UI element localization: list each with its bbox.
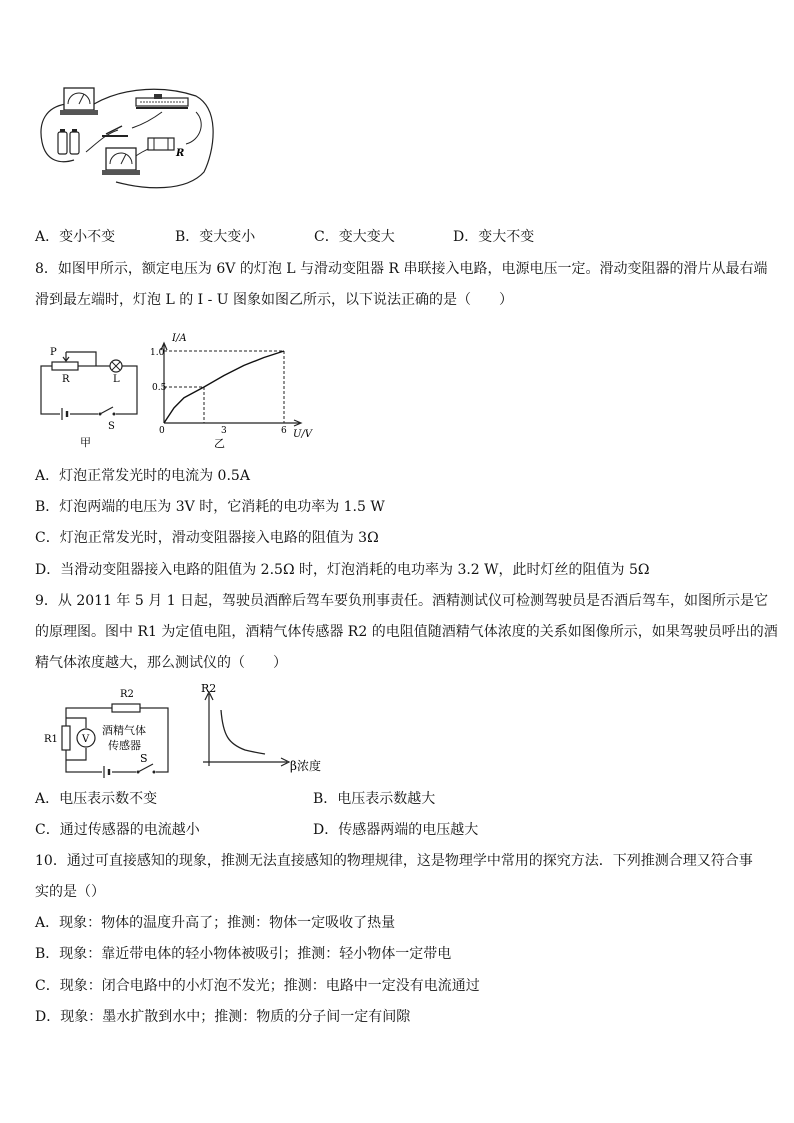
q8-option-a[interactable]: A．灯泡正常发光时的电流为 0.5A (35, 468, 250, 484)
q9-option-d[interactable]: D．传感器两端的电压越大 (313, 822, 479, 838)
q8-option-b[interactable]: B．灯泡两端的电压为 3V 时，它消耗的电功率为 1.5 W (35, 499, 385, 515)
q8-yi-xtick-6: 6 (281, 426, 287, 436)
q8-jia-caption: 甲 (80, 436, 91, 449)
q10-option-a[interactable]: A．现象：物体的温度升高了；推测：物体一定吸收了热量 (35, 915, 396, 931)
q9-r1-label: R1 (44, 734, 58, 745)
q8-stem-line1: 8．如图甲所示，额定电压为 6V 的灯泡 L 与滑动变阻器 R 串联接入电路，电源电压一定。滑动变阻器的滑片从最右端 (35, 261, 768, 277)
q8-yi-ytick-1: 1.0 (150, 348, 165, 358)
q9-stem-line1: 9．从 2011 年 5 月 1 日起，驾驶员酒醉后驾车要负刑事责任。酒精测试仪可检测驾驶员是否酒后驾车，如图所示是它 (35, 593, 769, 609)
q8-circuit-jia (36, 340, 146, 450)
q8-stem-line2: 滑到最左端时，灯泡 L 的 I - U 图象如图乙所示，以下说法正确的是（ ） (35, 292, 514, 308)
q8-jia-r: R (62, 374, 70, 385)
q8-jia-p: P (50, 347, 57, 358)
q7-option-a[interactable]: A．变小不变 (35, 229, 116, 245)
q10-option-b[interactable]: B．现象：靠近带电体的轻小物体被吸引；推测：轻小物体一定带电 (35, 946, 452, 962)
q9-sensor-line2: 传感器 (108, 739, 141, 752)
q8-iu-graph (150, 330, 325, 450)
q10-option-c[interactable]: C．现象：闭合电路中的小灯泡不发光；推测：电路中一定没有电流通过 (35, 978, 480, 994)
q8-option-d[interactable]: D．当滑动变阻器接入电路的阻值为 2.5Ω 时，灯泡消耗的电功率为 3.2 W，此时灯丝的阻值为 5Ω (35, 562, 650, 578)
q9-sensor-line1: 酒精气体 (102, 724, 146, 737)
q9-resistance-concentration-graph (195, 680, 330, 780)
q9-r2-label: R2 (120, 689, 134, 700)
q10-option-d[interactable]: D．现象：墨水扩散到水中；推测：物质的分子间一定有间隙 (35, 1009, 411, 1025)
q8-yi-ytick-05: 0.5 (152, 383, 167, 393)
q9-alcohol-tester-circuit (40, 684, 175, 779)
q7-apparatus-figure (36, 82, 216, 194)
q7-resistor-label: R (176, 148, 185, 159)
q8-yi-ylabel: I/A (172, 333, 187, 344)
q10-stem-line1: 10．通过可直接感知的现象，推测无法直接感知的物理规律，这是物理学中常用的探究方法．下列推测合理又符合事 (35, 853, 753, 869)
q9-stem-line2: 的原理图。图中 R1 为定值电阻，酒精气体传感器 R2 的电阻值随酒精气体浓度的关系如图像所示，如果驾驶员呼出的酒 (35, 624, 778, 640)
q9-option-b[interactable]: B．电压表示数越大 (313, 791, 436, 807)
q8-jia-s: S (108, 421, 115, 432)
q9-option-c[interactable]: C．通过传感器的电流越小 (35, 822, 200, 838)
q9-stem-line3: 精气体浓度越大，那么测试仪的（ ） (35, 655, 287, 671)
q8-yi-caption: 乙 (214, 437, 225, 450)
q8-option-c[interactable]: C．灯泡正常发光时，滑动变阻器接入电路的阻值为 3Ω (35, 530, 379, 546)
q9-graph-xlabel: β浓度 (290, 759, 321, 773)
q8-jia-l: L (113, 374, 120, 385)
q10-stem-line2: 实的是（） (35, 884, 105, 900)
q9-v-label: V (82, 734, 90, 745)
q9-option-a[interactable]: A．电压表示数不变 (35, 791, 158, 807)
q8-yi-xtick-3: 3 (221, 426, 227, 436)
q7-option-d[interactable]: D．变大不变 (453, 229, 535, 245)
q7-option-b[interactable]: B．变大变小 (175, 229, 256, 245)
q9-graph-ylabel: R2 (201, 682, 217, 695)
q8-yi-xtick-0: 0 (159, 426, 165, 436)
q8-yi-xlabel: U/V (293, 429, 313, 440)
q9-s-label: S (140, 752, 148, 765)
q7-option-c[interactable]: C．变大变大 (314, 229, 395, 245)
